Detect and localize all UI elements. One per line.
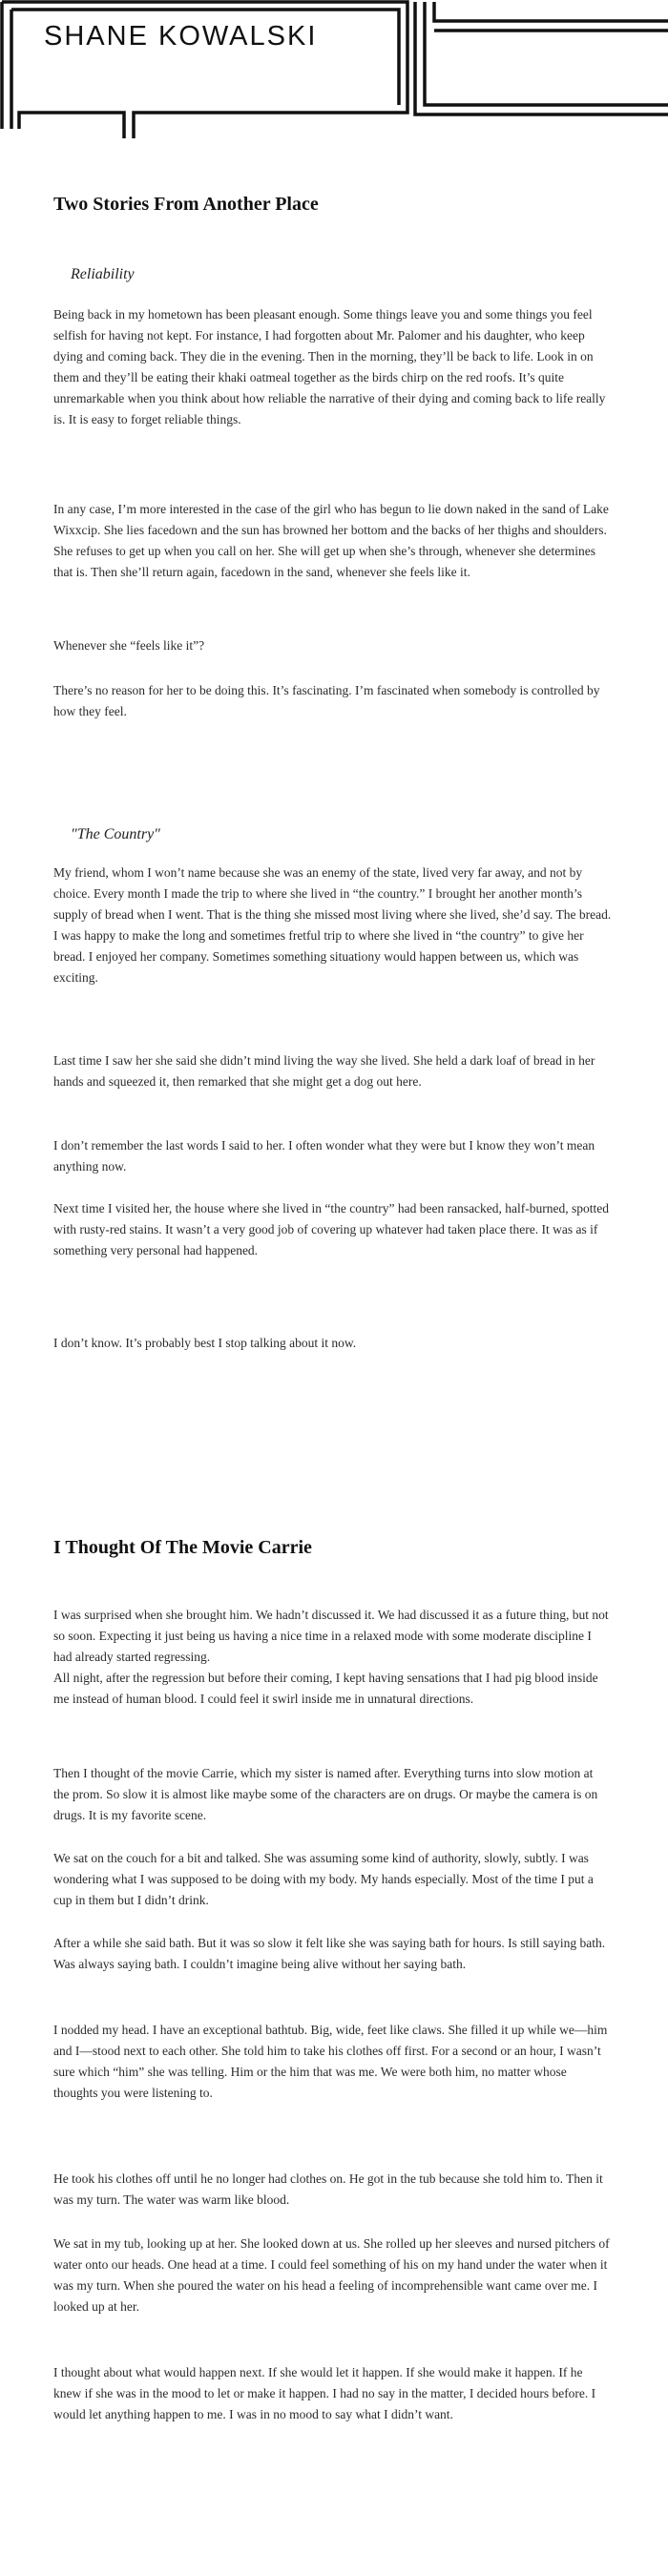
paragraph: He took his clothes off until he no longer had clothes on. He got in the tub because she told him to. Then it was my turn. The water was warm like blood.: [53, 2171, 603, 2207]
site-header: [0, 0, 668, 138]
story-title: Two Stories From Another Place: [53, 194, 319, 215]
paragraph: I thought about what would happen next. If she would let it happen. If she would make it happen. If he knew if she was in the mood to let or make it happen. I had no say in the matter, I decided hours before. I would let anything happen to me. I was in no mood to say what I didn’t want.: [53, 2365, 596, 2421]
paragraph: Whenever she “feels like it”?: [53, 638, 205, 653]
paragraph: After a while she said bath. But it was so slow it felt like she was saying bath for hours. Is still saying bath. Was always saying bath. I couldn’t imagine being alive without her saying bath.: [53, 1936, 606, 1971]
paragraph: Being back in my hometown has been pleasant enough. Some things leave you and some things you feel selfish for having not kept. For instance, I had forgotten about Mr. Palomer and his daughter, who keep dying and coming back. They die in the evening. Then in the morning, they’ll be back to life. Look in on them and they’ll be eating their khaki oatmeal together as the birds chirp on the red roofs. It’s quite unremarkable when you think about how reliable the narrative of their dying and coming back to life really is. It is easy to forget reliable things.: [53, 307, 606, 426]
paragraph: Next time I visited her, the house where she lived in “the country” had been ransacked, half-burned, spotted with rusty-red stains. It wasn’t a very good job of covering up whatever had taken place there. It was as if something very personal had happened.: [53, 1201, 610, 1257]
paragraph: Last time I saw her she said she didn’t mind living the way she lived. She held a dark loaf of bread in her hands and squeezed it, then remarked that she might get a dog out here.: [53, 1053, 595, 1089]
paragraph: In any case, I’m more interested in the case of the girl who has begun to lie down naked in the sand of Lake Wixxcip. She lies facedown and the sun has browned her bottom and the backs of her thighs and shoulders. She refuses to get up when you call on her. She will get up when she’s through, whenever she determines that is. Then she’ll return again, facedown in the sand, whenever she feels like it.: [53, 502, 609, 579]
paragraph: We sat in my tub, looking up at her. She looked down at us. She rolled up her sleeves and nursed pitchers of water onto our heads. One head at a time. I could feel something of his on my hand under the water when it was my turn. When she poured the water on his head a feeling of incomprehensible want came over me. I looked up at her.: [53, 2236, 610, 2314]
section-heading-the-country: "The Country": [71, 826, 160, 842]
site-title[interactable]: SHANE KOWALSKI: [44, 21, 318, 52]
story-title: I Thought Of The Movie Carrie: [53, 1537, 312, 1558]
paragraph: I don’t know. It’s probably best I stop talking about it now.: [53, 1336, 357, 1350]
paragraph: We sat on the couch for a bit and talked. She was assuming some kind of authority, slowly, subtly. I was wondering what I was supposed to be doing with my body. My hands especially. Most of the time I put a cup in them but I didn’t drink.: [53, 1851, 594, 1907]
section-heading-reliability: Reliability: [71, 266, 135, 282]
paragraph: I was surprised when she brought him. We hadn’t discussed it. We had discussed it as a future thing, but not so soon. Expecting it just being us having a nice time in a relaxed mode with some moderate discipline I had already started regressing. All night, after the regression but before their coming, I kept having sensations that I had pig blood inside me instead of human blood. I could feel it swirl inside me in unnatural directions.: [53, 1608, 609, 1706]
paragraph: There’s no reason for her to be doing this. It’s fascinating. I’m fascinated when somebody is controlled by how they feel.: [53, 683, 600, 718]
paragraph: I don’t remember the last words I said to her. I often wonder what they were but I know they won’t mean anything now.: [53, 1138, 595, 1174]
paragraph: I nodded my head. I have an exceptional bathtub. Big, wide, feet like claws. She filled it up while we—him and I—stood next to each other. She told him to take his clothes off first. For a second or an hour, I wasn’t sure which “him” she was telling. Him or the him that was me. We were both him, no matter whose thoughts you were listening to.: [53, 2023, 608, 2100]
paragraph: Then I thought of the movie Carrie, which my sister is named after. Everything turns into slow motion at the prom. So slow it is almost like maybe some of the characters are on drugs. Or maybe the camera is on drugs. It is my favorite scene.: [53, 1766, 598, 1822]
paragraph: My friend, whom I won’t name because she was an enemy of the state, lived very far away, and not by choice. Every month I made the trip to where she lived in “the country.” I brought her another month’s supply of bread when I went. That is the thing she missed most living where she lived, she’d say. The bread. I was happy to make the long and sometimes fretful trip to where she lived in “the country” to give her bread. I enjoyed her company. Sometimes something situationy would happen between us, which was exciting.: [53, 865, 612, 985]
